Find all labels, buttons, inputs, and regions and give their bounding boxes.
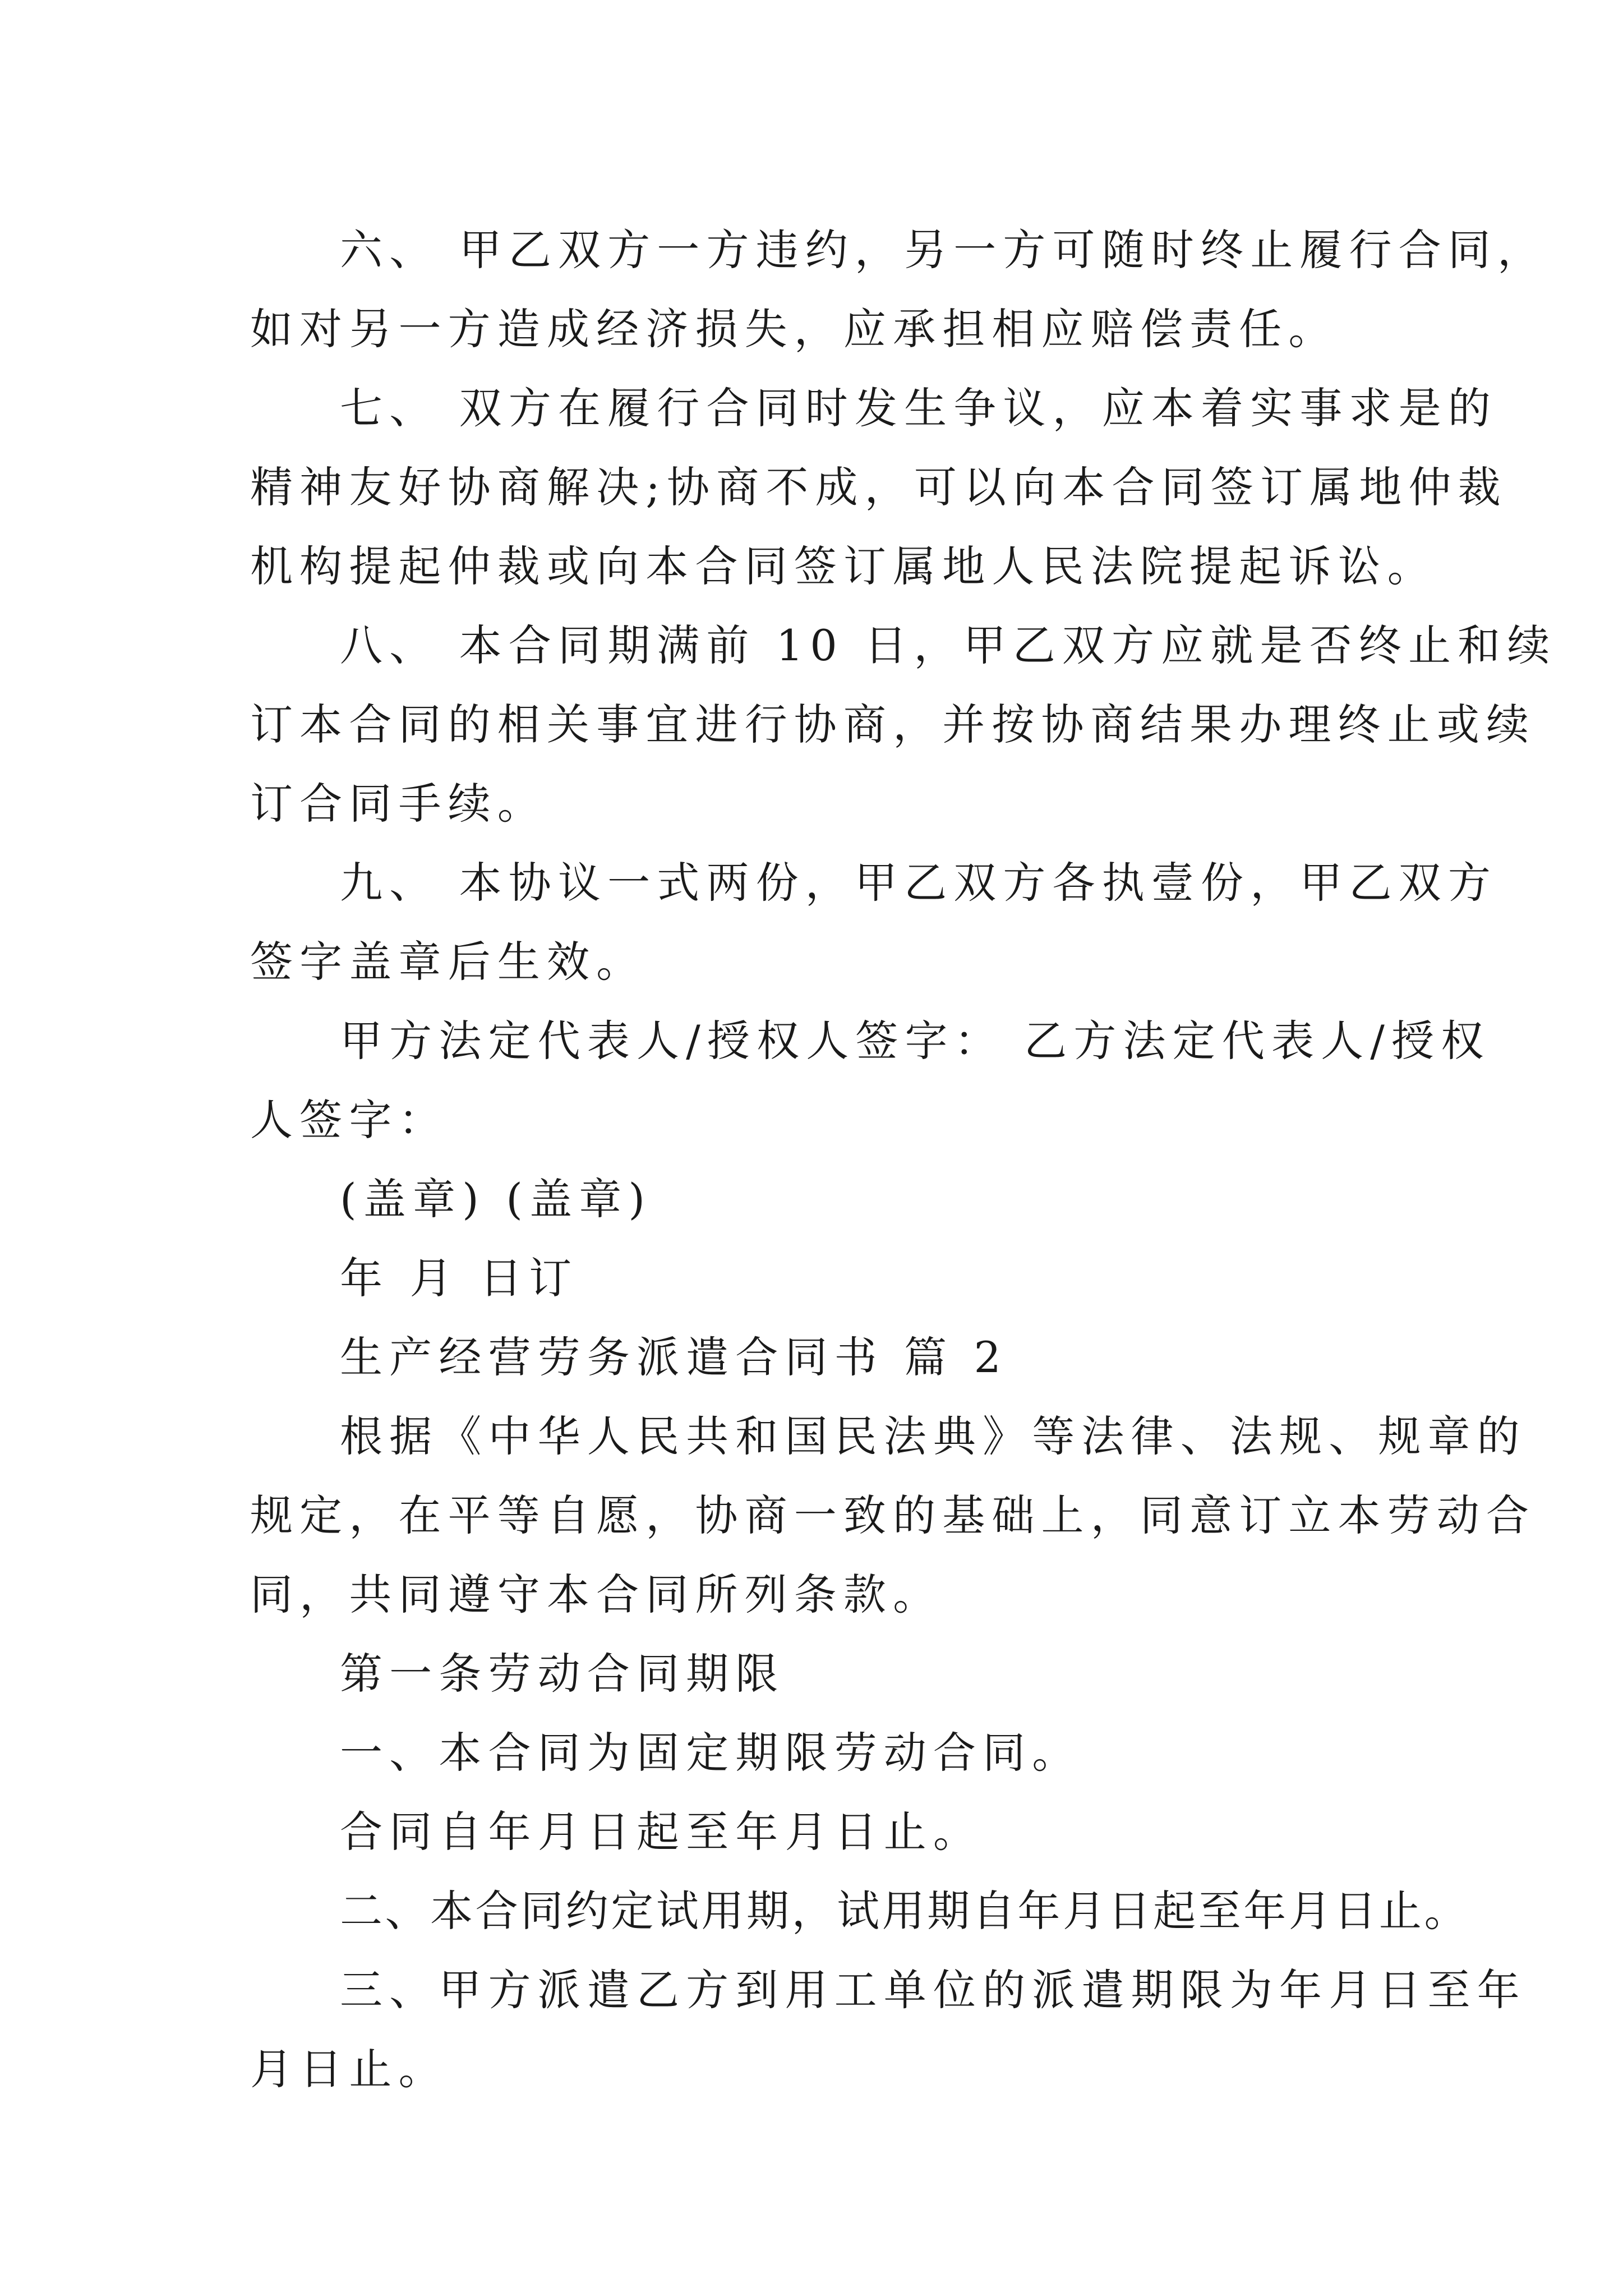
date-line: 年 月 日订	[340, 1253, 579, 1303]
text-line: 规定，在平等自愿，协商一致的基础上，同意订立本劳动合	[250, 1490, 1536, 1540]
text-line: 根据《中华人民共和国民法典》等法律、法规、规章的	[340, 1411, 1527, 1461]
text-line: 合同自年月日起至年月日止。	[340, 1807, 983, 1857]
text-line: 订本合同的相关事宜进行协商，并按协商结果办理终止或续	[250, 700, 1536, 749]
text-line: 机构提起仲裁或向本合同签订属地人民法院提起诉讼。	[250, 541, 1437, 591]
article-heading: 第一条劳动合同期限	[340, 1649, 785, 1699]
text-line: 八、 本合同期满前 10 日，甲乙双方应就是否终止和续	[340, 620, 1557, 670]
text-line: 同，共同遵守本合同所列条款。	[250, 1570, 943, 1619]
text-line: 三、甲方派遣乙方到用工单位的派遣期限为年月日至年	[340, 1965, 1527, 2015]
text-line: 精神友好协商解决;协商不成，可以向本合同签订属地仲裁	[250, 462, 1507, 512]
text-line: 订合同手续。	[250, 779, 547, 829]
text-line: 月日止。	[250, 2044, 448, 2094]
signature-line: 人签字：	[250, 1095, 448, 1145]
section-heading: 生产经营劳务派遣合同书 篇 2	[340, 1332, 1008, 1382]
seal-line: (盖章) (盖章)	[340, 1174, 652, 1224]
text-line: 七、 双方在履行合同时发生争议，应本着实事求是的	[340, 383, 1497, 433]
text-line: 六、 甲乙双方一方违约，另一方可随时终止履行合同，	[340, 225, 1547, 275]
text-line: 如对另一方造成经济损失，应承担相应赔偿责任。	[250, 304, 1338, 354]
document-body	[250, 210, 1557, 2109]
text-line: 一、本合同为固定期限劳动合同。	[340, 1728, 1082, 1778]
text-line: 二、本合同约定试用期，试用期自年月日起至年月日止。	[340, 1886, 1469, 1936]
text-line: 九、 本协议一式两份，甲乙双方各执壹份，甲乙双方	[340, 858, 1497, 908]
signature-line: 甲方法定代表人/授权人签字： 乙方法定代表人/授权	[340, 1016, 1491, 1066]
text-line: 签字盖章后生效。	[250, 937, 646, 987]
